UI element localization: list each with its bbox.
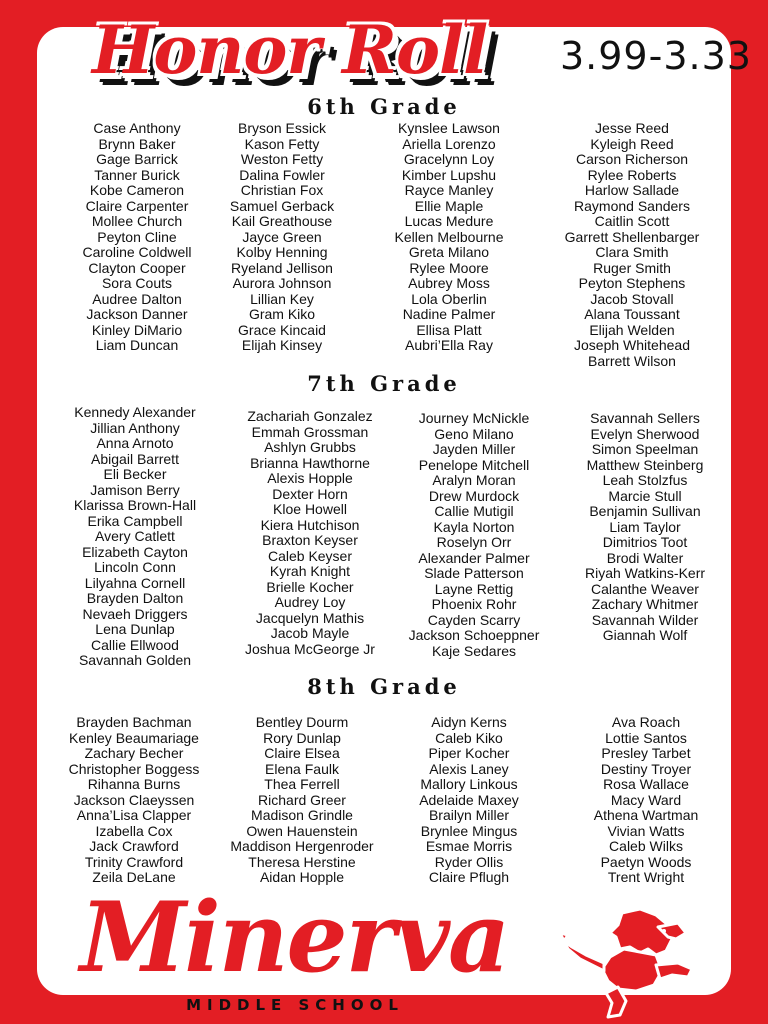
student-name: Eli Becker: [103, 466, 167, 482]
grade-6-column-2: [192, 121, 372, 354]
student-name: Kellen Melbourne: [394, 228, 504, 245]
grade-8-column-1: [44, 715, 224, 886]
student-name: Kaje Sedares: [431, 642, 517, 659]
student-name: Brielle Kocher: [266, 578, 354, 595]
student-name: Zachary Becher: [84, 745, 184, 761]
student-name: Christian Fox: [240, 182, 324, 198]
student-name: Rory Dunlap: [263, 729, 341, 746]
student-name: Rihanna Burns: [87, 776, 181, 792]
student-name: Richard Greer: [258, 791, 346, 808]
student-name: Alana Toussant: [584, 306, 680, 322]
student-name: Zachary Whitmer: [591, 596, 699, 612]
student-name: Erika Campbell: [87, 512, 183, 529]
student-name: Kason Fetty: [244, 135, 320, 152]
student-name: Aurora Johnson: [232, 275, 332, 291]
student-name: Aidan Hopple: [259, 869, 345, 885]
student-name: Lillian Key: [250, 290, 314, 307]
student-name: Ryder Ollis: [434, 853, 504, 870]
student-name: Braxton Keyser: [262, 532, 358, 548]
student-name: Jamison Berry: [90, 481, 180, 498]
student-name: Claire Pflugh: [428, 869, 510, 885]
student-name: Marcie Stull: [608, 487, 682, 504]
student-name: Vivian Watts: [607, 822, 685, 839]
grade-6-column-3: [359, 121, 539, 354]
student-name: Lincoln Conn: [94, 559, 176, 575]
student-name: Thea Ferrell: [264, 776, 340, 792]
student-name: Ellie Maple: [414, 197, 484, 214]
grade-8-column-2: [212, 715, 392, 886]
student-name: Brailyn Miller: [428, 807, 510, 823]
student-name: Kinley DiMario: [91, 321, 183, 338]
grade-6-column-4: [542, 121, 722, 369]
student-name: Owen Hauenstein: [246, 822, 358, 839]
student-name: Aralyn Moran: [432, 472, 516, 488]
gpa-range: 3.99-3.33: [560, 34, 752, 78]
student-name: Trinity Crawford: [84, 853, 184, 870]
student-name: Theresa Herstine: [248, 853, 356, 870]
grade-7-column-4: [555, 411, 735, 644]
student-name: Aubri’Ella Ray: [405, 337, 493, 353]
student-name: Ava Roach: [611, 714, 681, 730]
student-name: Callie Ellwood: [91, 636, 179, 653]
student-name: Jesse Reed: [595, 120, 669, 136]
student-name: Kobe Cameron: [89, 182, 185, 198]
student-name: Ellisa Platt: [416, 321, 482, 338]
student-name: Esmae Morris: [425, 838, 513, 854]
student-name: Brodi Walter: [606, 549, 684, 566]
student-name: Layne Rettig: [434, 580, 514, 597]
student-name: Barrett Wilson: [588, 352, 676, 369]
student-name: Drew Murdock: [428, 487, 520, 504]
student-name: Calanthe Weaver: [591, 580, 699, 597]
student-name: Geno Milano: [434, 425, 514, 442]
student-name: Rayce Manley: [404, 182, 494, 198]
school-subtitle: MIDDLE SCHOOL: [186, 996, 404, 1014]
student-name: Presley Tarbet: [601, 745, 691, 761]
student-name: Savannah Sellers: [590, 410, 700, 426]
student-name: Lola Oberlin: [411, 290, 487, 307]
grade-8-column-4: [556, 715, 736, 886]
student-name: Matthew Steinberg: [586, 456, 704, 473]
student-name: Riyah Watkins-Kerr: [584, 565, 706, 581]
student-name: Liam Taylor: [609, 518, 681, 535]
student-name: Kenley Beaumariage: [69, 729, 199, 746]
student-name: Nevaeh Driggers: [82, 605, 188, 622]
student-name: Macy Ward: [610, 791, 682, 808]
grade-6-heading: 6th Grade: [307, 94, 461, 119]
student-name: Penelope Mitchell: [418, 456, 530, 473]
student-name: Garrett Shellenbarger: [564, 228, 700, 245]
student-name: Weston Fetty: [240, 151, 324, 167]
student-name: Kloe Howell: [273, 501, 347, 517]
student-name: Paetyn Woods: [600, 853, 692, 870]
student-name: Case Anthony: [93, 120, 181, 136]
student-name: Ariella Lorenzo: [402, 135, 496, 152]
student-name: Abigail Barrett: [91, 450, 179, 467]
grade-7-column-2: [220, 409, 400, 657]
student-name: Brayden Bachman: [76, 714, 192, 730]
student-name: Alexander Palmer: [418, 549, 530, 566]
student-name: Ashlyn Grubbs: [264, 439, 356, 455]
student-name: Elijah Welden: [589, 321, 675, 338]
student-name: Bentley Dourm: [255, 714, 349, 730]
student-name: Emmah Grossman: [251, 423, 369, 440]
student-name: Caleb Wilks: [609, 838, 683, 854]
student-name: Athena Wartman: [593, 807, 699, 823]
grade-7-heading: 7th Grade: [307, 371, 461, 396]
student-name: Piper Kocher: [428, 745, 510, 761]
student-name: Audree Dalton: [92, 290, 182, 307]
student-name: Audrey Loy: [274, 594, 346, 610]
student-name: Zachariah Gonzalez: [247, 408, 373, 424]
student-name: Christopher Boggess: [68, 760, 200, 777]
student-name: Gracelynn Loy: [403, 151, 495, 167]
student-name: Evelyn Sherwood: [590, 425, 700, 442]
student-name: Kyleigh Reed: [590, 135, 674, 152]
student-name: Anna Arnoto: [96, 435, 174, 451]
student-name: Rylee Roberts: [587, 166, 677, 183]
page-title: Honor Roll: [92, 11, 488, 89]
student-name: Jackson Danner: [86, 306, 188, 322]
student-name: Jacquelyn Mathis: [255, 609, 365, 626]
student-name: Alexis Laney: [429, 760, 509, 777]
student-name: Savannah Golden: [78, 652, 192, 668]
grade-8-column-3: [379, 715, 559, 886]
student-name: Avery Catlett: [95, 528, 175, 544]
student-name: Dexter Horn: [272, 485, 348, 502]
student-name: Lucas Medure: [404, 213, 494, 229]
grade-7-column-3: [384, 411, 564, 659]
student-name: Jayce Green: [242, 228, 322, 245]
student-name: Bryson Essick: [238, 120, 326, 136]
student-name: Adelaide Maxey: [419, 791, 519, 808]
student-name: Dimitrios Toot: [602, 534, 688, 550]
student-name: Slade Patterson: [424, 565, 524, 581]
student-name: Jack Crawford: [89, 838, 179, 854]
student-name: Benjamin Sullivan: [589, 503, 701, 519]
student-name: Madison Grindle: [251, 807, 353, 823]
student-name: Destiny Troyer: [600, 760, 692, 777]
student-name: Kail Greathouse: [231, 213, 333, 229]
student-name: Clara Smith: [595, 244, 669, 260]
student-name: Brynn Baker: [98, 135, 176, 152]
student-name: Jacob Mayle: [270, 625, 350, 641]
student-name: Caroline Coldwell: [82, 244, 192, 260]
student-name: Aidyn Kerns: [431, 714, 507, 730]
school-name: Minerva: [80, 881, 509, 994]
student-name: Gram Kiko: [248, 306, 316, 322]
student-name: Kynslee Lawson: [398, 120, 500, 136]
student-name: Elijah Kinsey: [241, 337, 323, 353]
student-name: Claire Elsea: [264, 745, 340, 761]
student-name: Savannah Wilder: [591, 611, 699, 628]
student-name: Brynlee Mingus: [420, 822, 518, 839]
student-name: Ryeland Jellison: [231, 259, 333, 276]
student-name: Mollee Church: [91, 213, 183, 229]
student-name: Lena Dunlap: [95, 621, 175, 637]
student-name: Rosa Wallace: [603, 776, 689, 792]
student-name: Ruger Smith: [593, 259, 671, 276]
student-name: Aubrey Moss: [408, 275, 490, 291]
student-name: Liam Duncan: [95, 337, 179, 353]
student-name: Mallory Linkous: [420, 776, 518, 792]
student-name: Maddison Hergenroder: [230, 838, 374, 854]
grade-7-column-1: [45, 405, 225, 669]
student-name: Phoenix Rohr: [431, 596, 517, 612]
lion-mascot-icon: [560, 905, 710, 1020]
student-name: Peyton Cline: [97, 228, 177, 245]
student-name: Kyrah Knight: [269, 563, 351, 579]
grade-8-heading: 8th Grade: [307, 674, 461, 699]
student-name: Jacob Stovall: [590, 290, 674, 307]
student-name: Kayla Norton: [433, 518, 515, 535]
student-name: Brayden Dalton: [86, 590, 184, 606]
student-name: Leah Stolzfus: [602, 472, 688, 488]
student-name: Jackson Claeyssen: [73, 791, 195, 808]
student-name: Zeila DeLane: [92, 869, 176, 885]
student-name: Caitlin Scott: [594, 213, 670, 229]
student-name: Gage Barrick: [96, 151, 178, 167]
student-name: Carson Richerson: [575, 151, 689, 167]
student-name: Nadine Palmer: [402, 306, 496, 322]
student-name: Sora Couts: [101, 275, 173, 291]
student-name: Trent Wright: [607, 869, 685, 885]
student-name: Journey McNickle: [418, 410, 530, 426]
student-name: Kimber Lupshu: [401, 166, 497, 183]
student-name: Lottie Santos: [605, 729, 687, 746]
student-name: Anna’Lisa Clapper: [76, 807, 192, 823]
student-name: Harlow Sallade: [584, 182, 680, 198]
student-name: Alexis Hopple: [267, 470, 353, 486]
student-name: Lilyahna Cornell: [84, 574, 186, 591]
student-name: Elizabeth Cayton: [82, 543, 188, 560]
student-name: Brianna Hawthorne: [250, 454, 370, 471]
student-name: Dalina Fowler: [239, 166, 325, 183]
student-name: Elena Faulk: [265, 760, 339, 777]
student-name: Claire Carpenter: [85, 197, 189, 214]
student-name: Jillian Anthony: [90, 419, 180, 436]
student-name: Kiera Hutchison: [260, 516, 360, 533]
student-name: Clayton Cooper: [88, 259, 186, 276]
student-name: Peyton Stephens: [578, 275, 686, 291]
student-name: Giannah Wolf: [602, 627, 688, 643]
student-name: Tanner Burick: [94, 166, 180, 183]
student-name: Cayden Scarry: [427, 611, 521, 628]
student-name: Kolby Henning: [236, 244, 328, 260]
student-name: Caleb Kiko: [435, 729, 503, 746]
student-name: Grace Kincaid: [238, 321, 326, 338]
student-name: Joshua McGeorge Jr: [245, 640, 375, 657]
student-name: Izabella Cox: [95, 822, 173, 839]
student-name: Callie Mutigil: [434, 503, 514, 519]
student-name: Caleb Keyser: [267, 547, 353, 564]
student-name: Klarissa Brown-Hall: [73, 497, 197, 513]
student-name: Kennedy Alexander: [74, 404, 196, 420]
student-name: Samuel Gerback: [229, 197, 335, 214]
student-name: Roselyn Orr: [436, 534, 512, 550]
student-name: Simon Speelman: [591, 441, 699, 457]
student-name: Rylee Moore: [409, 259, 489, 276]
student-name: Greta Milano: [408, 244, 490, 260]
student-name: Jackson Schoeppner: [408, 627, 540, 643]
student-name: Joseph Whitehead: [574, 337, 690, 353]
student-name: Jayden Miller: [432, 441, 516, 457]
student-name: Raymond Sanders: [574, 197, 690, 214]
